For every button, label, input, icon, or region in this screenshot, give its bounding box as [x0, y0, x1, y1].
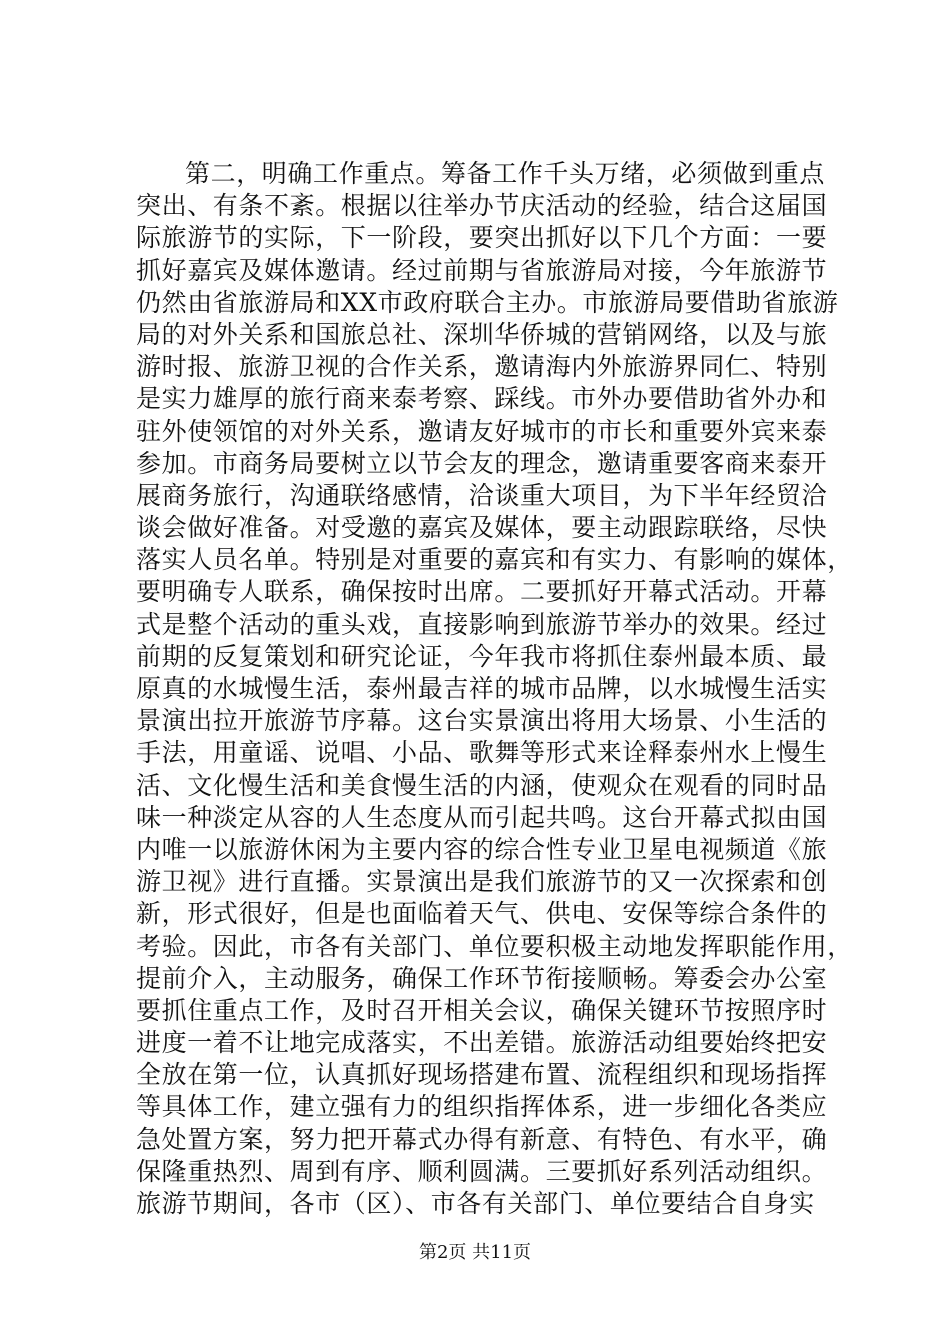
page-number-footer: 第2页 共11页 — [418, 1242, 532, 1263]
paragraph-line-7: 游时报、旅游卫视的合作关系，邀请海内外旅游界同仁、特别 — [136, 352, 828, 382]
paragraph-line-15: 式是整个活动的重头戏，直接影响到旅游节举办的效果。经过 — [136, 609, 828, 639]
paragraph-line-32: 保隆重热烈、周到有序、顺利圆满。三要抓好系列活动组织。 — [136, 1156, 828, 1186]
body-paragraph — [136, 158, 853, 1220]
paragraph-line-27: 要抓住重点工作，及时召开相关会议，确保关键环节按照序时 — [136, 995, 828, 1025]
paragraph-line-33: 旅游节期间，各市（区）、市各有关部门、单位要结合自身实 — [136, 1189, 815, 1218]
paragraph-line-20: 活、文化慢生活和美食慢生活的内涵，使观众在观看的同时品 — [136, 770, 828, 800]
paragraph-line-24: 新，形式很好，但是也面临着天气、供电、安保等综合条件的 — [136, 899, 828, 929]
paragraph-line-25: 考验。因此，市各有关部门、单位要积极主动地发挥职能作用， — [136, 931, 853, 961]
paragraph-line-5: 仍然由省旅游局和XX市政府联合主办。市旅游局要借助省旅游 — [136, 287, 839, 317]
paragraph-line-9: 驻外使领馆的对外关系，邀请友好城市的市长和重要外宾来泰 — [136, 416, 828, 446]
paragraph-line-11: 展商务旅行，沟通联络感情，洽谈重大项目，为下半年经贸洽 — [136, 480, 828, 510]
paragraph-line-6: 局的对外关系和国旅总社、深圳华侨城的营销网络，以及与旅 — [136, 319, 828, 349]
paragraph-line-29: 全放在第一位，认真抓好现场搭建布置、流程组织和现场指挥 — [136, 1060, 828, 1090]
paragraph-line-19: 手法，用童谣、说唱、小品、歌舞等形式来诠释泰州水上慢生 — [136, 738, 828, 768]
paragraph-line-10: 参加。市商务局要树立以节会友的理念，邀请重要客商来泰开 — [136, 448, 828, 478]
paragraph-line-16: 前期的反复策划和研究论证，今年我市将抓住泰州最本质、最 — [136, 641, 828, 671]
paragraph-line-28: 进度一着不让地完成落实，不出差错。旅游活动组要始终把安 — [136, 1028, 828, 1058]
paragraph-line-4: 抓好嘉宾及媒体邀请。经过前期与省旅游局对接，今年旅游节 — [136, 255, 828, 285]
paragraph-line-18: 景演出拉开旅游节序幕。这台实景演出将用大场景、小生活的 — [136, 706, 828, 736]
paragraph-line-22: 内唯一以旅游休闲为主要内容的综合性专业卫星电视频道《旅 — [136, 834, 828, 864]
paragraph-line-23: 游卫视》进行直播。实景演出是我们旅游节的又一次探索和创 — [136, 867, 828, 897]
paragraph-line-17: 原真的水城慢生活，泰州最吉祥的城市品牌，以水城慢生活实 — [136, 674, 828, 703]
paragraph-line-2: 突出、有条不紊。根据以往举办节庆活动的经验，结合这届国 — [136, 191, 828, 221]
paragraph-line-30: 等具体工作，建立强有力的组织指挥体系，进一步细化各类应 — [136, 1092, 828, 1122]
paragraph-line-3: 际旅游节的实际，下一阶段，要突出抓好以下几个方面：一要 — [136, 223, 828, 253]
paragraph-line-14: 要明确专人联系，确保按时出席。二要抓好开幕式活动。开幕 — [136, 577, 828, 607]
paragraph-line-12: 谈会做好准备。对受邀的嘉宾及媒体，要主动跟踪联络，尽快 — [136, 513, 828, 543]
paragraph-line-31: 急处置方案，努力把开幕式办得有新意、有特色、有水平，确 — [136, 1124, 828, 1154]
paragraph-line-26: 提前介入，主动服务，确保工作环节衔接顺畅。筹委会办公室 — [136, 963, 828, 993]
paragraph-line-8: 是实力雄厚的旅行商来泰考察、踩线。市外办要借助省外办和 — [136, 384, 828, 414]
paragraph-line-1: 第二，明确工作重点。筹备工作千头万绪，必须做到重点 — [185, 159, 826, 188]
paragraph-line-21: 味一种淡定从容的人生态度从而引起共鸣。这台开幕式拟由国 — [136, 802, 828, 832]
paragraph-line-13: 落实人员名单。特别是对重要的嘉宾和有实力、有影响的媒体， — [136, 545, 853, 575]
